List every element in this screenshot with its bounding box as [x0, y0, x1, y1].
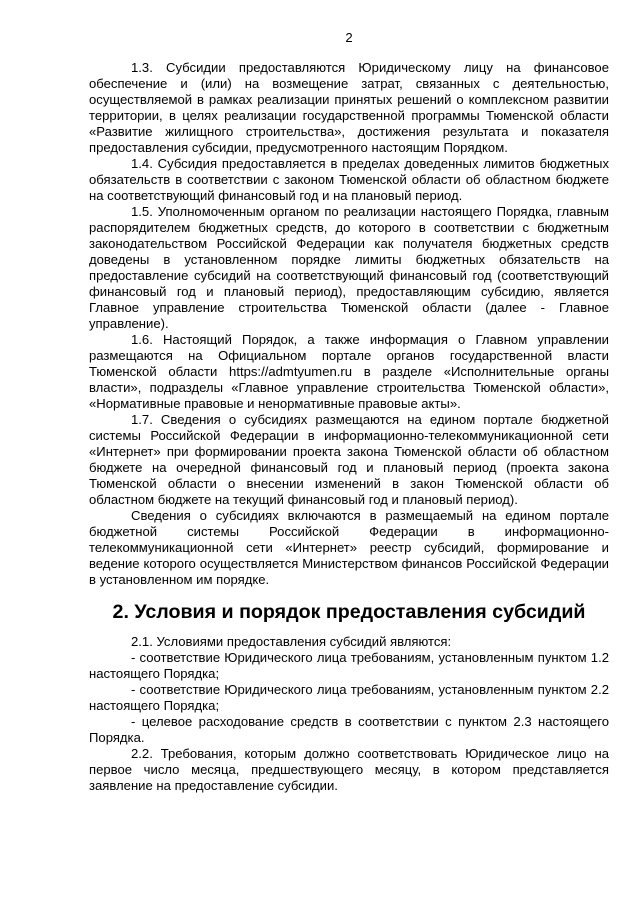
- paragraph-1-3: 1.3. Субсидии предоставляются Юридическому лицу на финансовое обеспечение и (или) на возмещение затрат, связанных с деятельностью, осуществляемой в рамках реализации принятых решений о комплексном развитии территории, в целях реализации государственной программы Тюменской области «Развитие жилищного строительства», достижения результата и показателя предоставления субсидии, предусмотренного настоящим Порядком.: [89, 60, 609, 155]
- paragraph-1-6: 1.6. Настоящий Порядок, а также информация о Главном управлении размещаются на Официальном портале органов государственной власти Тюменской области https://admtyumen.ru в разделе «Исполнительные органы власти», подразделы «Главное управление строительства Тюменской области», «Нормативные правовые и ненормативные правовые акты».: [89, 332, 609, 411]
- paragraph-1-5: 1.5. Уполномоченным органом по реализации настоящего Порядка, главным распорядителем бюджетных средств, до которого в соответствии с бюджетным законодательством Российской Федерации как получателя бюджетных средств доведены в установленном порядке лимиты бюджетных обязательств на предоставление субсидий на соответствующий финансовый год (соответствующий финансовый год и плановый период), предоставляющим субсидию, является Главное управление строительства Тюменской области (далее - Главное управление).: [89, 204, 609, 331]
- condition-item-1: - соответствие Юридического лица требованиям, установленным пунктом 1.2 настоящего Порядка;: [89, 650, 609, 681]
- paragraph-2-2: 2.2. Требования, которым должно соответствовать Юридическое лицо на первое число месяца, предшествующего месяцу, в котором представляется заявление на предоставление субсидии.: [89, 746, 609, 793]
- paragraph-1-7: 1.7. Сведения о субсидиях размещаются на едином портале бюджетной системы Российской Федерации в информационно-телекоммуникационной сети «Интернет» при формировании проекта закона Тюменской области об областном бюджете на очередной финансовый год и плановый период (проекта закона Тюменской области о внесении изменений в закон Тюменской области об областном бюджете на текущий финансовый год и плановый период).: [89, 412, 609, 507]
- document-page: [89, 30, 609, 794]
- condition-item-2: - соответствие Юридического лица требованиям, установленным пунктом 2.2 настоящего Порядка;: [89, 682, 609, 713]
- section-2-heading: 2. Условия и порядок предоставления субсидий: [112, 601, 586, 623]
- condition-item-3: - целевое расходование средств в соответствии с пунктом 2.3 настоящего Порядка.: [89, 714, 609, 745]
- paragraph-2-1: 2.1. Условиями предоставления субсидий являются:: [131, 634, 452, 649]
- page-number: 2: [345, 30, 353, 45]
- paragraph-1-7-registry: Сведения о субсидиях включаются в размещаемый на едином портале бюджетной системы Российской Федерации в информационно-телекоммуникационной сети «Интернет» реестр субсидий, формирование и ведение которого осуществляется Министерством финансов Российской Федерации в установленном им порядке.: [89, 508, 609, 587]
- paragraph-1-4: 1.4. Субсидия предоставляется в пределах доведенных лимитов бюджетных обязательств в соответствии с законом Тюменской области об областном бюджете на соответствующий финансовый год и на плановый период.: [89, 156, 609, 203]
